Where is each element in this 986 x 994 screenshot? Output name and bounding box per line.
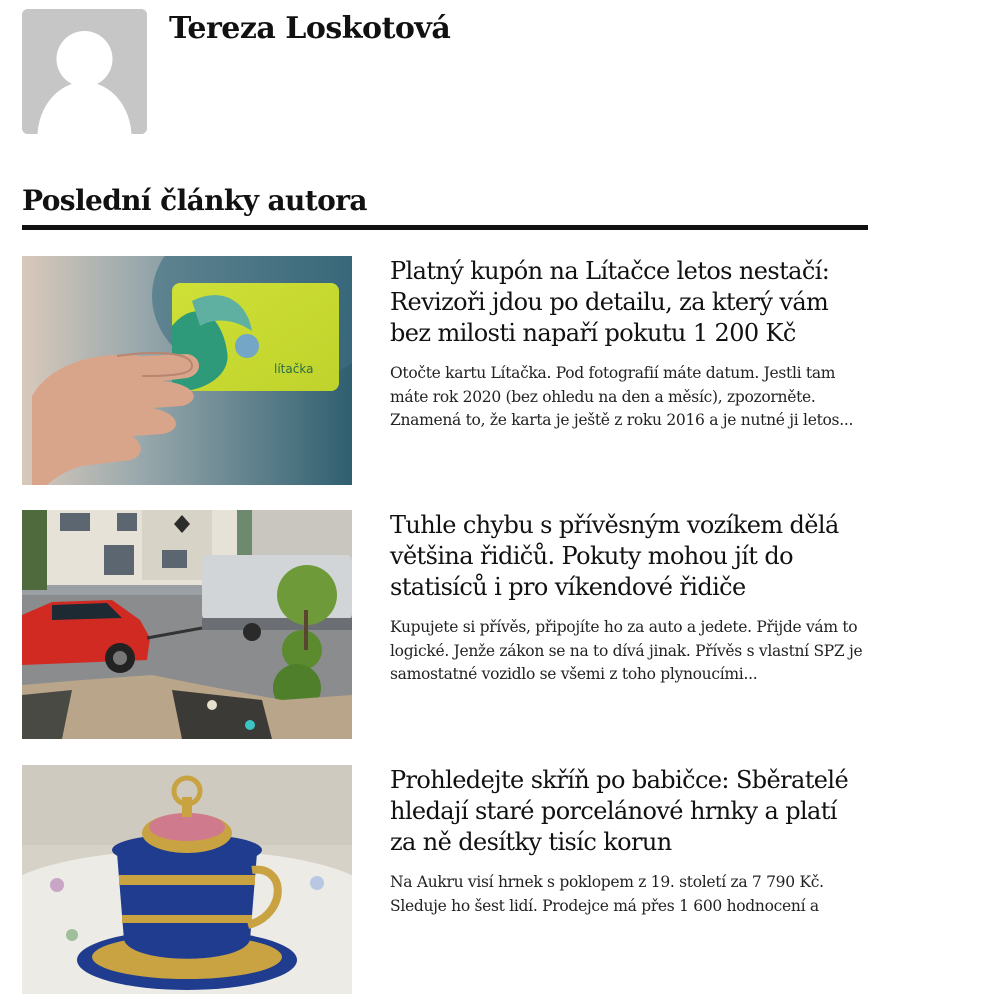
article-perex: Kupujete si přívěs, připojíte ho za auto a jedete. Přijde vám to logické. Jenže zákon se na to dívá jinak. Přívěs s vlastní SPZ je samostatné vozidlo se všemi z toho plynoucími... bbox=[390, 618, 863, 683]
default-user-avatar-icon bbox=[22, 9, 147, 134]
author-header bbox=[22, 9, 868, 134]
article-item bbox=[22, 510, 868, 739]
article-item bbox=[22, 256, 868, 485]
article-perex: Otočte kartu Lítačka. Pod fotografií máte datum. Jestli tam máte rok 2020 (bez ohledu na den a měsíc), zpozorněte. Znamená to, že karta je ještě z roku 2016 a je nutné ji letos... bbox=[390, 364, 854, 429]
porcelain-cup-image bbox=[22, 765, 352, 994]
car-trailer-image bbox=[22, 510, 352, 739]
author-avatar bbox=[22, 9, 147, 134]
litacka-card-image bbox=[22, 256, 352, 485]
article-item bbox=[22, 765, 868, 994]
article-thumbnail[interactable] bbox=[22, 510, 352, 739]
section-title: Poslední články autora bbox=[22, 184, 367, 217]
article-thumbnail[interactable] bbox=[22, 765, 352, 994]
section-divider bbox=[22, 225, 868, 230]
article-perex: Na Aukru visí hrnek s poklopem z 19. století za 7 790 Kč. Sleduje ho šest lidí. Prodejce má přes 1 600 hodnocení a bbox=[390, 873, 824, 915]
article-thumbnail[interactable] bbox=[22, 256, 352, 485]
litacka-card-label: lítačka bbox=[274, 362, 314, 376]
article-title-link[interactable]: Platný kupón na Lítačce letos nestačí: Revizoři jdou po detailu, za který vám bez milosti napaří pokutu 1 200 Kč bbox=[390, 257, 830, 347]
article-title-link[interactable]: Prohledejte skříň po babičce: Sběratelé hledají staré porcelánové hrnky a platí za ně desítky tisíc korun bbox=[390, 766, 849, 856]
article-title-link[interactable]: Tuhle chybu s přívěsným vozíkem dělá většina řidičů. Pokuty mohou jít do statisíců i pro víkendové řidiče bbox=[390, 511, 839, 601]
author-name: Tereza Loskotová bbox=[169, 11, 451, 46]
